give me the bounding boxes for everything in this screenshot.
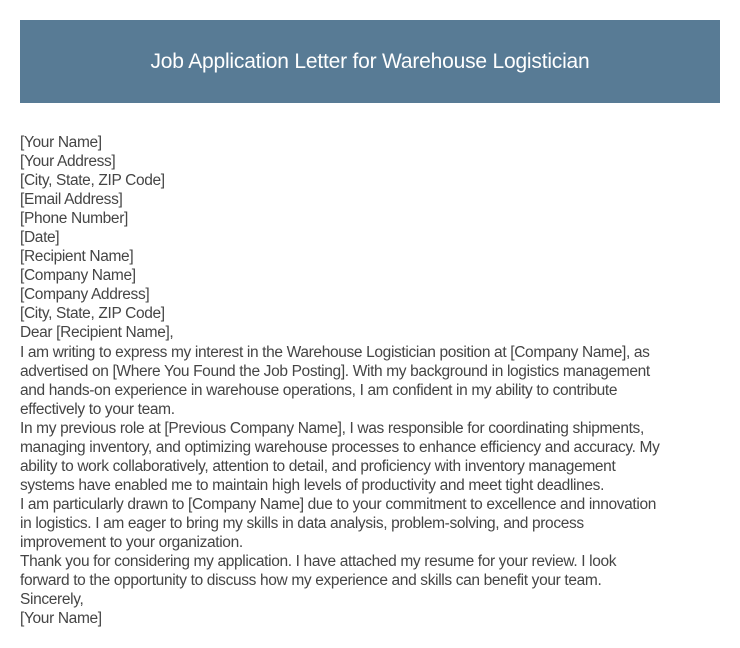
letter-date: [Date]: [20, 229, 60, 247]
salutation: Dear [Recipient Name],: [20, 324, 174, 342]
paragraph-line: Thank you for considering my application. I have attached my resume for your review. I look: [20, 553, 617, 571]
paragraph-motivation: [20, 495, 725, 552]
paragraph-line: in logistics. I am eager to bring my skills in data analysis, problem-solving, and process: [20, 514, 584, 532]
paragraph-line: effectively to your team.: [20, 400, 175, 418]
paragraph-experience: [20, 419, 725, 495]
paragraph-line: systems have enabled me to maintain high levels of productivity and meet tight deadlines.: [20, 476, 605, 494]
sender-name: [Your Name]: [20, 134, 102, 151]
letter-header-banner: [20, 20, 720, 103]
page-title: Job Application Letter for Warehouse Logistician: [150, 49, 590, 73]
sender-address: [Your Address]: [20, 153, 116, 171]
sender-city-state-zip: [City, State, ZIP Code]: [20, 172, 165, 190]
paragraph-line: I am writing to express my interest in the Warehouse Logistician position at [Company Name], as: [20, 343, 650, 361]
paragraph-closing: [20, 552, 725, 590]
sender-phone: [Phone Number]: [20, 210, 128, 228]
letter-body: [20, 133, 725, 628]
recipient-address: [Company Address]: [20, 286, 150, 304]
paragraph-line: and hands-on experience in warehouse operations, I am confident in my ability to contribute: [20, 381, 618, 399]
paragraph-line: advertised on [Where You Found the Job Posting]. With my background in logistics management: [20, 362, 650, 380]
recipient-block: [20, 247, 725, 323]
paragraph-line: In my previous role at [Previous Company Name], I was responsible for coordinating shipments,: [20, 419, 644, 437]
recipient-city-state-zip: [City, State, ZIP Code]: [20, 305, 165, 323]
sender-block: [20, 133, 725, 228]
recipient-name: [Recipient Name]: [20, 248, 134, 266]
signature: [Your Name]: [20, 610, 102, 628]
paragraph-intro: [20, 343, 725, 419]
paragraph-line: managing inventory, and optimizing warehouse processes to enhance efficiency and accuracy. My: [20, 438, 660, 456]
paragraph-line: ability to work collaboratively, attention to detail, and proficiency with inventory management: [20, 457, 616, 475]
paragraph-line: forward to the opportunity to discuss how my experience and skills can benefit your team.: [20, 572, 602, 590]
recipient-company: [Company Name]: [20, 267, 136, 285]
paragraph-line: improvement to your organization.: [20, 533, 243, 551]
sender-email: [Email Address]: [20, 191, 123, 209]
paragraph-line: I am particularly drawn to [Company Name] due to your commitment to excellence and innovation: [20, 495, 656, 513]
closing: Sincerely,: [20, 591, 84, 609]
